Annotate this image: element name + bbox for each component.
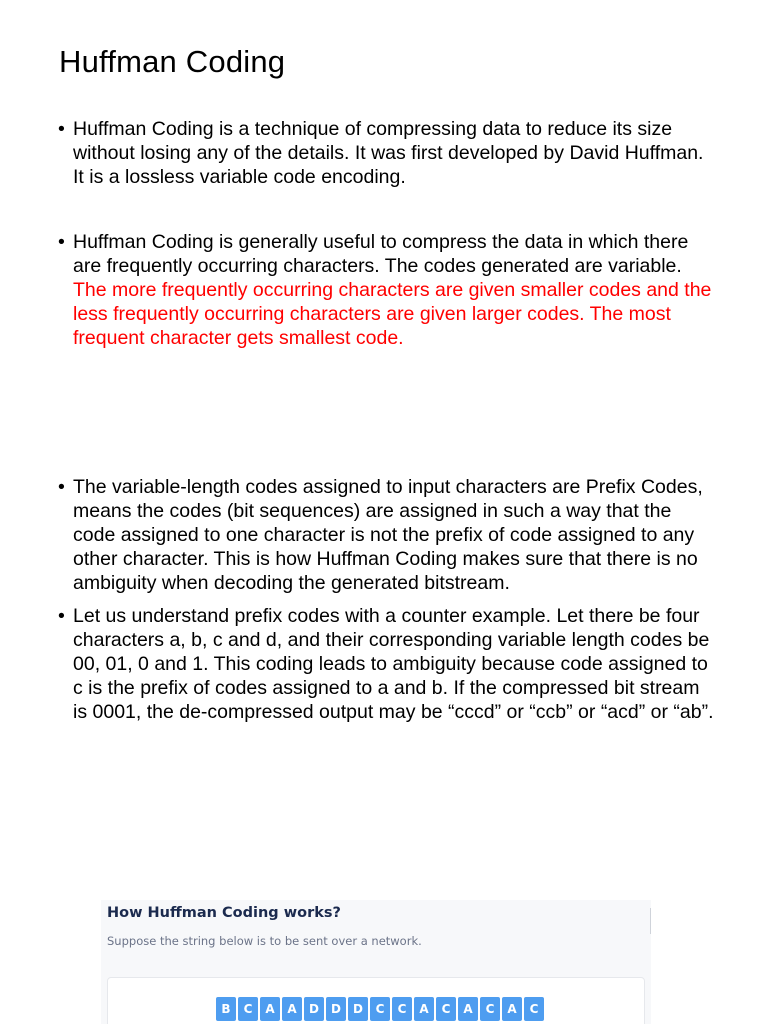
character-box: A (414, 997, 434, 1021)
character-box: A (260, 997, 280, 1021)
bullet-dot: • (58, 604, 65, 627)
card-subtitle: Suppose the string below is to be sent over a network. (107, 934, 422, 948)
bullet-highlight-text: The more frequently occurring characters are given smaller codes and the less frequently occurring characters are given larger codes. The most frequent character gets smallest code. (73, 279, 712, 350)
bullet-list (58, 117, 718, 725)
character-box: A (458, 997, 478, 1021)
character-box: C (392, 997, 412, 1021)
bullet-item (58, 230, 718, 351)
character-box: C (370, 997, 390, 1021)
bullet-text: Let us understand prefix codes with a counter example. Let there be four characters a, b, c and d, and their corresponding variable length codes be 00, 01, 0 and 1. This coding leads to ambiguity because code assigned to c is the prefix of codes assigned to a and b. If the compressed bit stream is 0001, the de-compressed output may be “cccd” or “ccb” or “acd” or “ab”. (73, 604, 714, 724)
character-box: A (502, 997, 522, 1021)
bullet-dot: • (58, 475, 65, 498)
embedded-screenshot (101, 900, 651, 1024)
bullet-text: Huffman Coding is generally useful to compress the data in which there are frequently occurring characters. The codes generated are variable. (73, 230, 689, 277)
character-box: D (326, 997, 346, 1021)
card-title: How Huffman Coding works? (107, 905, 341, 921)
bullet-text: Huffman Coding is a technique of compressing data to reduce its size without losing any of the details. It was first developed by David Huffman. It is a lossless variable code encoding. (73, 118, 704, 189)
character-string (216, 997, 544, 1021)
bullet-dot: • (58, 230, 65, 253)
card-edge-divider (650, 908, 651, 934)
character-box: C (480, 997, 500, 1021)
character-box: C (524, 997, 544, 1021)
bullet-dot: • (58, 118, 65, 140)
character-box: B (216, 997, 236, 1021)
character-box: A (282, 997, 302, 1021)
bullet-item (58, 117, 718, 190)
bullet-item (58, 604, 718, 725)
bullet-text: The variable-length codes assigned to input characters are Prefix Codes, means the codes (bit sequences) are assigned in such a way that the code assigned to one character is not the prefix of code assigned to any other character. This is how Huffman Coding makes sure that there is no ambiguity when decoding the generated bitstream. (73, 475, 703, 595)
bullet-item (58, 475, 718, 596)
string-panel (107, 977, 645, 1024)
character-box: D (348, 997, 368, 1021)
slide-title: Huffman Coding (59, 44, 286, 79)
character-box: C (238, 997, 258, 1021)
character-box: C (436, 997, 456, 1021)
character-box: D (304, 997, 324, 1021)
